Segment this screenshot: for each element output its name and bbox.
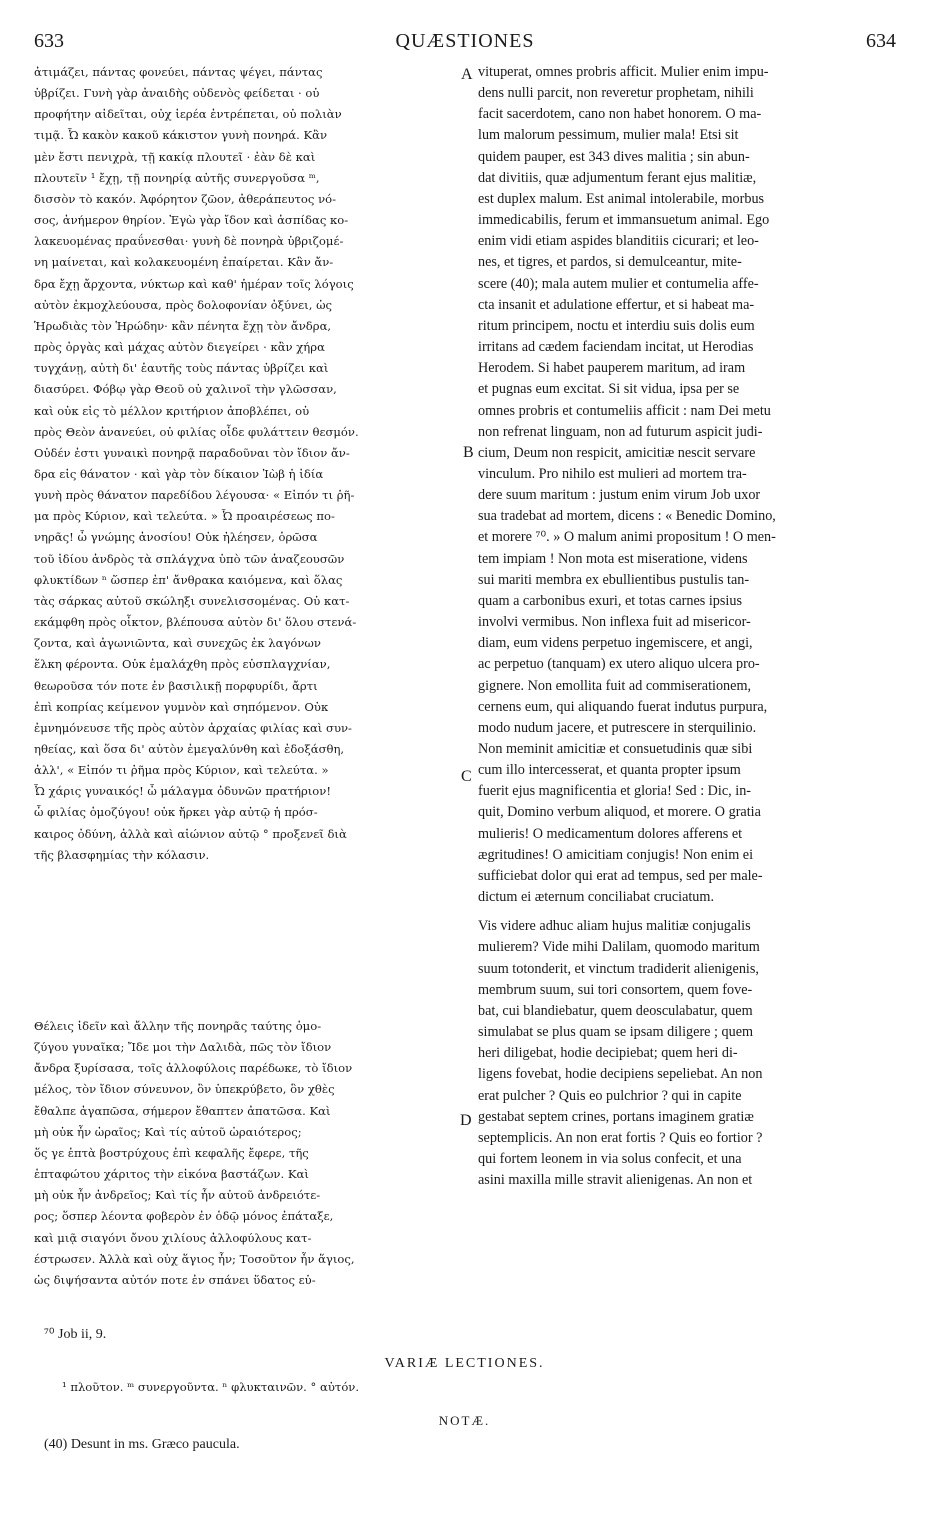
latin-column — [478, 62, 898, 1191]
latin-text-line: bat, cui blandiebatur, quem deosculabatur, quem — [478, 1002, 753, 1019]
greek-text-line: Οὐδέν ἐστι γυναικὶ πονηρᾷ παραδοῦναι τὸν ἴδιον ἄν- — [34, 445, 350, 460]
greek-column — [34, 62, 454, 866]
greek-text-line: προφήτην αἰδεῖται, οὐχ ἱερέα ἐντρέπεται, οὐ πολιὰν — [34, 107, 342, 122]
margin-letter-a: A — [461, 66, 473, 83]
page-number-left: 633 — [34, 30, 64, 52]
latin-text-line: non refrenat linguam, non ad futurum aspicit judi- — [478, 423, 763, 440]
latin-text-line: quit, Domino verbum aliquod, et morere. O gratia — [478, 804, 761, 821]
greek-text-line: εκάμφθη πρὸς οἶκτον, βλέπουσα αὐτὸν δι' ὅλου στενά- — [34, 615, 357, 630]
greek-text-line: γυνὴ πρὸς θάνατον παρεδίδου λέγουσα· « Εἰπόν τι ῥῆ- — [34, 488, 355, 503]
latin-text-line: est duplex malum. Est animal intolerabile, morbus — [478, 190, 765, 207]
margin-letter-c: C — [461, 768, 472, 785]
latin-text-line: dictum ei æternum conciliabat cruciatum. — [478, 889, 714, 906]
greek-text-line: ηθείας, καὶ ὅσα δι' αὐτὸν ἐμεγαλύνθη καὶ ἐδοξάσθη, — [34, 742, 345, 756]
latin-text-line: cium, Deum non respicit, amicitiæ nescit servare — [478, 444, 756, 461]
latin-text-line: lum malorum pessimum, mulier mala! Etsi sit — [478, 127, 739, 144]
latin-text-line: modo nudum jacere, et putrescere in sterquilinio. — [478, 719, 757, 736]
latin-text-line: qui fortem leonem in via solus confecit, et una — [478, 1150, 742, 1167]
greek-text-line: ἕλκη φέροντα. Οὐκ ἐμαλάχθη πρὸς εὐσπλαγχνίαν, — [34, 657, 331, 672]
latin-text-line: quam a carbonibus exuri, et totas carnes ipsius — [478, 592, 742, 609]
latin-text-line: scere (40); mala autem mulier et contumelia affe- — [478, 275, 759, 292]
greek-text-line: ζύγου γυναῖκα; Ἴδε μοι τὴν Δαλιδὰ, πῶς τὸν ἴδιον — [34, 1040, 332, 1055]
greek-text-line: ἀλλ', « Εἰπόν τι ῥῆμα πρὸς Κύριον, καὶ τελεύτα. » — [34, 763, 329, 778]
greek-text-line: ὅς γε ἑπτὰ βοστρύχους ἐπὶ κεφαλῆς ἔφερε, τῆς — [34, 1145, 309, 1160]
greek-text-line: ἐμνημόνευσε τῆς πρὸς αὐτὸν ἀρχαίας φιλίας καὶ συν- — [34, 720, 352, 735]
latin-text-line: mulieris! O medicamentum dolores afferens et — [478, 825, 743, 842]
greek-text-line: μέλος, τὸν ἴδιον σύνευνον, ὃν ὑπεκρύβετο, ὃν χθὲς — [34, 1082, 335, 1097]
greek-text-line: αὐτὸν ἐκμοχλεύουσα, πρὸς δολοφονίαν ὀξύνει, ὡς — [34, 297, 333, 312]
latin-text-line: et pugnas eum excitat. Si sit vidua, ipsa per se — [478, 381, 740, 398]
latin-text-line: et morere ⁷⁰. » O malum animi propositum ! O men- — [478, 529, 776, 546]
greek-text-line: πλουτεῖν ¹ ἔχῃ, τῇ πονηρίᾳ αὐτῆς συνεργοῦσα ᵐ, — [34, 170, 320, 185]
latin-text-line: septemplicis. An non erat fortis ? Quis eo fortior ? — [478, 1129, 763, 1146]
greek-text-line: τιμᾷ. Ὦ κακὸν κακοῦ κάκιστον γυνὴ πονηρά. Κἂν — [34, 128, 328, 143]
greek-text-line: ἐπὶ κοπρίας κείμενον γυμνὸν καὶ σηπόμενον. Οὐκ — [34, 699, 329, 714]
latin-text-line: dere suum maritum : justum enim virum Job uxor — [478, 487, 761, 504]
greek-text-line: ὡς διψήσαντα αὐτόν ποτε ἐν σπάνει ὕδατος εὐ- — [34, 1272, 316, 1287]
latin-text-line: gignere. Non emollita fuit ad commiserationem, — [478, 677, 752, 694]
greek-text-line: διασύρει. Φόβῳ γὰρ Θεοῦ οὐ χαλινοῖ τὴν γλῶσσαν, — [34, 382, 337, 397]
greek-text-line: ἑπταφώτου χάριτος τὴν εἰκόνα βαστάζων. Καὶ — [34, 1167, 309, 1182]
greek-text-line: νηρᾶς! ὦ γνώμης ἀνοσίου! Οὐκ ἠλέησεν, ὁρῶσα — [34, 530, 318, 545]
greek-text-line: θεωροῦσα τόν ποτε ἐν βασιλικῇ πορφυρίδι, ἄρτι — [34, 678, 318, 693]
latin-text-line: tem impiam ! Non mota est miseratione, videns — [478, 550, 748, 567]
latin-text-line: involvi vermibus. Non inflexa fuit ad misericor- — [478, 614, 751, 631]
latin-text-line: asini maxilla mille stravit alienigenas. An non et — [478, 1172, 753, 1189]
greek-text-line: λακευομένας πραΰνεσθαι· γυνὴ δὲ πονηρὰ ὑβριζομέ- — [34, 234, 344, 249]
latin-text-line: facit sacerdotem, cano non habet honorem. O ma- — [478, 106, 762, 123]
latin-text-line: membrum suum, sui tori consortem, quem fove- — [478, 981, 753, 998]
greek-text-line: καὶ οὐκ εἰς τὸ μέλλον κριτήριον ἀποβλέπει, οὐ — [34, 403, 310, 418]
greek-text-line: τυγχάνῃ, αὐτὴ δι' ἑαυτῆς τοὺς πάντας ὑβρίζει καὶ — [34, 361, 329, 376]
greek-text-line: Ὦ χάρις γυναικός! ὦ μάλαγμα ὀδυνῶν πρατήριον! — [34, 784, 331, 799]
greek-text-line: νη μαίνεται, καὶ κολακευομένη ἐπαίρεται. Κἂν ἄν- — [34, 255, 334, 270]
latin-text-line: nes, et tigres, et pardos, si demulceantur, mite- — [478, 254, 742, 271]
greek-text-line: μὲν ἔστι πενιχρὰ, τῇ κακίᾳ πλουτεῖ · ἐὰν δὲ καὶ — [34, 149, 316, 164]
latin-text-line: irritans ad cædem faciendam incitat, ut Herodias — [478, 339, 754, 356]
greek-text-line: ρος; ὅσπερ λέοντα φοβερὸν ἐν ὁδῷ μόνος ἐπάταξε, — [34, 1209, 334, 1224]
greek-text-line: μα πρὸς Κύριον, καὶ τελεύτα. » Ὦ προαιρέσεως πο- — [34, 509, 335, 524]
greek-text-line: καιρος ὀδύνη, ἀλλὰ καὶ αἰώνιον αὐτῷ ° προξενεῖ διὰ — [34, 826, 347, 841]
latin-text-line: vituperat, omnes probris afficit. Mulier enim impu- — [478, 64, 769, 80]
greek-text-line: ὦ φιλίας ὁμοζύγου! οὐκ ἤρκει γὰρ αὐτῷ ἡ πρόσ- — [34, 805, 318, 820]
latin-text-line: sua tradebat ad mortem, dicens : « Benedic Domino, — [478, 508, 776, 525]
greek-text-line: ὑβρίζει. Γυνὴ γὰρ ἀναιδὴς οὐδενὸς φείδεται · οὐ — [34, 86, 320, 101]
greek-text-line: σος, ἀνήμερον θηρίον. Ἐγὼ γὰρ ἴδον καὶ ἀσπίδας κο- — [34, 213, 349, 228]
latin-text-line: simulabat se plus quam se ipsam diligere ; quem — [478, 1024, 754, 1041]
greek-text-line: ἀτιμάζει, πάντας φονεύει, πάντας ψέγει, πάντας — [34, 65, 323, 79]
variae-lectiones-text: ¹ πλοῦτον. ᵐ συνεργοῦντα. ⁿ φλυκταινῶν. ° αὐτόν. — [62, 1380, 360, 1394]
greek-text-line: τῆς βλασφημίας τὴν κόλασιν. — [34, 847, 210, 862]
latin-text-line: ægritudines! O amicitiam conjugis! Non enim ei — [478, 846, 754, 863]
variae-lectiones-title: VARIÆ LECTIONES. — [384, 1356, 545, 1371]
footnote: ⁷⁰ Job ii, 9. — [44, 1327, 107, 1342]
greek-text-line: πρὸς ὀργὰς καὶ μάχας αὐτὸν διεγείρει · κἂν χήρα — [34, 340, 325, 355]
latin-text-line: sui mariti membra ex ebullientibus pustulis tan- — [478, 571, 750, 588]
latin-text-line: dens nulli parcit, non reveretur prophetam, nihili — [478, 85, 754, 102]
notae-title: NOTÆ. — [438, 1413, 491, 1428]
latin-text-line: mulierem? Vide mihi Dalilam, quomodo maritum — [478, 939, 760, 956]
latin-text-line: cernens eum, qui aliquando fuerat indutus purpura, — [478, 698, 768, 715]
latin-text-line: omnes probris et contumeliis afficit : nam Dei metu — [478, 402, 771, 419]
greek-text-line: φλυκτίδων ⁿ ὥσπερ ἐπ' ἄνθρακα καιόμενα, καὶ ὅλας — [34, 572, 343, 587]
page-number-right: 634 — [866, 30, 896, 52]
latin-text-line: heri diligebat, hodie decipiebat; quem heri di- — [478, 1045, 738, 1062]
greek-text-line: ἄνδρα ξυρίσασα, τοῖς ἀλλοφύλοις παρέδωκε, τὸ ἴδιον — [34, 1061, 353, 1076]
latin-text-line: cta insanit et adulatione effertur, et si habeat ma- — [478, 296, 755, 313]
greek-text-line: δρα εἰς θάνατον · καὶ γὰρ τὸν δίκαιον Ἰὼβ ἡ ἰδία — [34, 466, 324, 481]
greek-text-line: έστρωσεν. Ἀλλὰ καὶ οὐχ ἅγιος ἦν; Τοσοῦτον ἦν ἅγιος, — [34, 1251, 355, 1266]
greek-text-line: τοῦ ἰδίου ἀνδρὸς τὰ σπλάγχνα ὑπὸ τῶν ἀναζεουσῶν — [34, 551, 345, 566]
latin-text-line: Vis videre adhuc aliam hujus malitiæ conjugalis — [478, 918, 751, 935]
latin-text-line: enim vidi etiam aspides blanditiis cicurari; et leo- — [478, 233, 759, 250]
greek-text-line: καὶ μιᾷ σιαγόνι ὄνου χιλίους ἀλλοφύλους κατ- — [34, 1230, 312, 1245]
latin-text-line: Non meminit amicitiæ et consuetudinis quæ sibi — [478, 741, 753, 757]
latin-text-line: ritum principem, noctu et interdiu suis dolis eum — [478, 317, 755, 334]
latin-text-line: dat divitiis, quæ adjumentum ferant ejus malitiæ, — [478, 169, 757, 186]
latin-text-line: cum illo intercesserat, et quanta propter ipsum — [478, 762, 741, 779]
latin-text-line: ligens fovebat, hodie decipiens sepeliebat. An non — [478, 1066, 763, 1083]
latin-text-line: diam, eum videns perpetuo ingemiscere, et angi, — [478, 635, 753, 652]
greek-text-line: Ἡρωδιὰς τὸν Ἡρώδην· κἂν πένητα ἔχῃ τὸν ἄνδρα, — [34, 318, 332, 333]
greek-text-line: δισσὸν τὸ κακόν. Ἀφόρητον ζῶον, ἀθεράπευτος νό- — [34, 191, 337, 206]
greek-text-line: Θέλεις ἰδεῖν καὶ ἄλλην τῆς πονηρᾶς ταύτης ὁμο- — [34, 1019, 322, 1033]
margin-letter-b: B — [463, 444, 474, 461]
greek-text-line: μὴ οὐκ ἦν ὡραῖος; Καὶ τίς αὐτοῦ ὡραιότερος; — [34, 1124, 302, 1139]
greek-column-paragraph-2 — [34, 1016, 454, 1291]
margin-letter-d: D — [460, 1112, 472, 1129]
latin-text-line: vinculum. Pro nihilo est mulieri ad mortem tra- — [478, 465, 747, 482]
latin-text-line: sufficiebat dolor qui erat ad tempus, sed per male- — [478, 867, 763, 884]
page-header — [34, 30, 896, 60]
greek-text-line: δρα ἔχῃ ἄρχοντα, νύκτωρ καὶ καθ' ἡμέραν τοῖς λόγοις — [34, 276, 354, 291]
latin-text-line: Herodem. Si habet pauperem maritum, ad iram — [478, 360, 746, 377]
latin-text-line: immedicabilis, ferum et immansuetum animal. Ego — [478, 212, 770, 229]
latin-text-line: ac perpetuo (tanquam) ex utero aliquo ulcera pro- — [478, 656, 760, 673]
running-title: QUÆSTIONES — [395, 30, 535, 52]
latin-text-line: erat pulcher ? Quis eo pulchrior ? qui in capite — [478, 1087, 742, 1104]
latin-text-line: fuerit ejus magnificentia et gloria! Sed : Dic, in- — [478, 783, 752, 800]
greek-text-line: τὰς σάρκας αὐτοῦ σκώληξι συνελισσομένας. Οὐ κατ- — [34, 593, 350, 608]
greek-text-line: πρὸς Θεὸν ἀνανεύει, οὐ φιλίας οἶδε φυλάττειν θεσμόν. — [34, 424, 359, 439]
greek-text-line: μὴ οὐκ ἦν ἀνδρεῖος; Καὶ τίς ἦν αὐτοῦ ἀνδρειότε- — [34, 1188, 321, 1203]
greek-text-line: ζοντα, καὶ ἀγωνιῶντα, καὶ συνεχῶς ἐκ λαγόνων — [34, 636, 321, 651]
greek-text-line: ἔθαλπε ἀγαπῶσα, σήμερον ἔθαπτεν ἀπατῶσα. Καὶ — [34, 1103, 331, 1118]
latin-text-line: suum totonderit, et vinctum tradiderit alienigenis, — [478, 960, 759, 977]
latin-text-line: quidem pauper, est 343 dives malitia ; sin abun- — [478, 148, 750, 165]
notae-text: (40) Desunt in ms. Græco paucula. — [44, 1437, 240, 1452]
latin-text-line: gestabat septem crines, portans imaginem gratiæ — [478, 1108, 754, 1125]
